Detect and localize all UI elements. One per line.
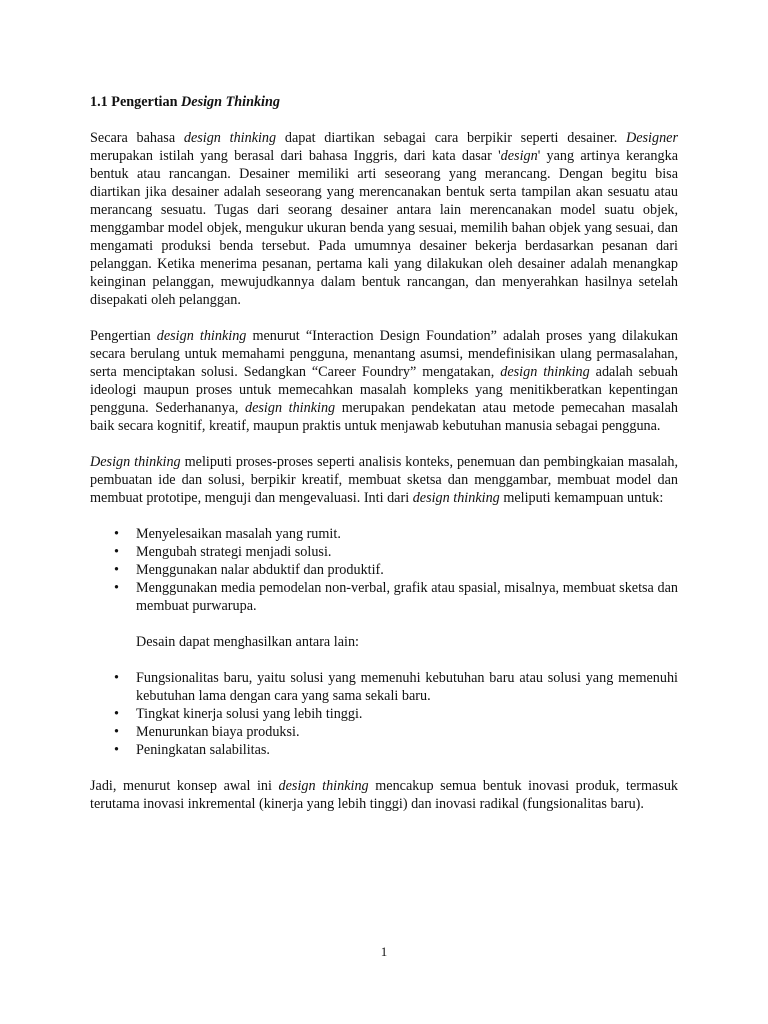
list-item: • Menggunakan media pemodelan non-verbal, grafik atau spasial, misalnya, membuat sketsa dan membuat purwarupa. [136,579,678,615]
text-run: meliputi kemampuan untuk: [499,490,664,506]
document-page [90,93,678,831]
list-item: • Fungsionalitas baru, yaitu solusi yang memenuhi kebutuhan baru atau solusi yang memenuhi kebutuhan lama dengan cara yang sama sekali baru. [136,669,678,705]
italic-text-run: Design thinking [90,454,181,470]
text-run: Pengertian [90,328,157,344]
text-run: adalah sebuah ideologi maupun proses untuk memecahkan masalah kompleks yang menitikberatkan kepentingan pengguna. Sederhananya, [90,364,678,416]
section-heading [90,93,678,111]
section-heading-emphasis: Design Thinking [181,94,280,110]
list-item: • Menyelesaikan masalah yang rumit. [136,525,678,543]
paragraph-3 [90,453,678,507]
text-run: Secara bahasa [90,130,184,146]
list-item: • Menggunakan nalar abduktif dan produktif. [136,561,678,579]
italic-text-run: design thinking [156,328,247,344]
text-run: menurut “Interaction Design Foundation” adalah proses yang dilakukan secara berulang untuk memahami pengguna, menantang asumsi, mendefinisikan ulang permasalahan, serta menciptakan solusi. Sedangkan “Career Foundry” mengatakan, [90,328,678,380]
text-run: meliputi proses-proses seperti analisis konteks, penemuan dan pembingkaian masalah, pembuatan ide dan solusi, berpikir kreatif, membuat sketsa dan menggambar, membuat model dan membuat prototipe, menguji dan mengevaluasi. Inti dari [90,454,678,506]
paragraph-1 [90,129,678,309]
paragraph-4 [90,777,678,813]
italic-text-run: design thinking [278,778,369,794]
italic-text-run: design thinking [500,364,590,380]
abilities-list [90,525,678,615]
list-item: • Mengubah strategi menjadi solusi. [136,543,678,561]
italic-text-run: design thinking [412,490,500,506]
text-run: merupakan istilah yang berasal dari bahasa Inggris, dari kata dasar ' [90,148,501,164]
list-item: • Peningkatan salabilitas. [136,741,678,759]
text-run: dapat diartikan sebagai cara berpikir seperti desainer. [276,130,626,146]
list-item: • Menurunkan biaya produksi. [136,723,678,741]
text-run: Jadi, menurut konsep awal ini [90,778,279,794]
list-intro: Desain dapat menghasilkan antara lain: [136,634,359,650]
results-list [90,669,678,759]
italic-text-run: Designer [625,130,678,146]
text-run: ' yang artinya kerangka bentuk atau rancangan. Desainer memiliki arti seseorang yang merancang. Dengan begitu bisa diartikan jika desainer adalah seseorang yang merencanakan bentuk serta tampilan akan sesuatu atau merancang sesuatu. Tugas dari seorang desainer antara lain merencanakan model suatu objek, menggambar model objek, mengukur ukuran benda yang sesuai, memilih bahan objek yang sesuai, dan mengamati produksi benda tersebut. Pada umumnya desainer bekerja berdasarkan pesanan dari pelanggan. Ketika menerima pesanan, pertama kali yang dilakukan oleh desainer adalah menangkap keinginan pelanggan, mewujudkannya dalam bentuk rancangan, dan menyerahkan hasilnya setelah disepakati oleh pelanggan. [90,148,679,308]
text-run: merupakan pendekatan atau metode pemecahan masalah baik secara kognitif, kreatif, maupun praktis untuk menjawab kebutuhan manusia sebagai pengguna. [90,400,678,434]
italic-text-run: design thinking [245,400,336,416]
page-number: 1 [380,944,388,959]
text-run: mencakup semua bentuk inovasi produk, termasuk terutama inovasi inkremental (kinerja yang lebih tinggi) dan inovasi radikal (fungsionalitas baru). [90,778,679,812]
paragraph-2 [90,327,678,435]
italic-text-run: design thinking [183,130,277,146]
list-item: • Tingkat kinerja solusi yang lebih tinggi. [136,705,678,723]
section-heading-prefix: 1.1 Pengertian [90,94,182,110]
italic-text-run: design [500,148,538,164]
